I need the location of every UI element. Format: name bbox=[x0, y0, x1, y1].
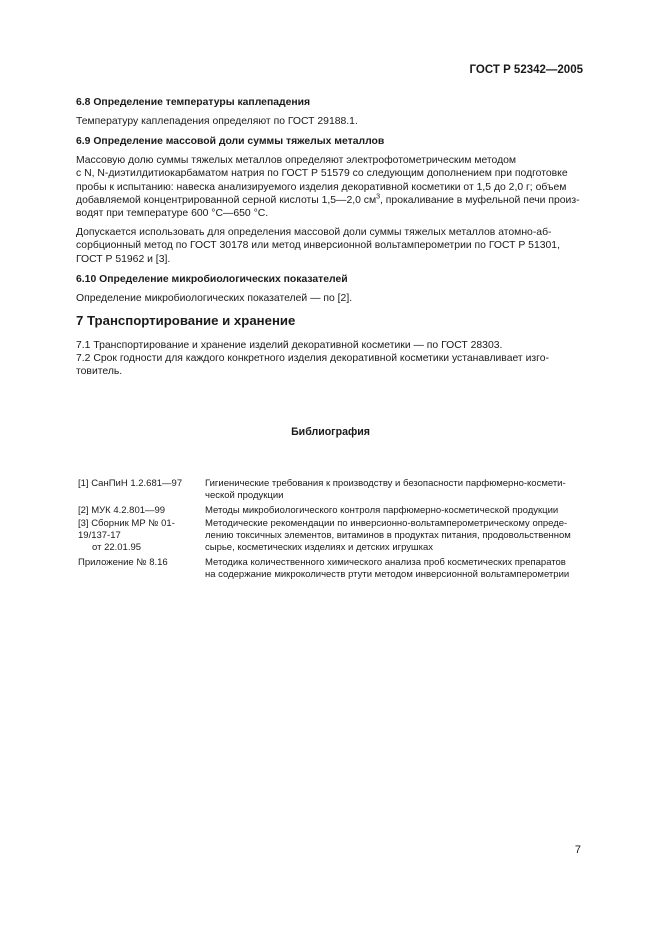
ref-line: Приложение № 8.16 bbox=[78, 556, 168, 568]
text-line: на содержание микроколичеств ртути методом инверсионной вольтамперометрии bbox=[205, 568, 570, 580]
section-6-8-text: Температуру каплепадения определяют по ГОСТ 29188.1. bbox=[76, 116, 358, 127]
ref-line: [2] МУК 4.2.801—99 bbox=[78, 504, 166, 516]
text-line: лению токсичных элементов, витаминов в продуктах питания, продовольственном bbox=[205, 530, 571, 542]
ref-line: [3] Сборник МР № 01-19/137-17 bbox=[78, 518, 175, 542]
main-content bbox=[76, 96, 583, 379]
section-6-9-p1-line4b: , прокаливание в муфельной печи произ- bbox=[380, 194, 580, 206]
bibliography-text bbox=[205, 478, 585, 502]
cubic-superscript: 3 bbox=[376, 193, 381, 201]
section-6-9-p1-line4 bbox=[76, 194, 583, 207]
section-6-10 bbox=[76, 273, 583, 305]
bibliography-text bbox=[205, 557, 585, 581]
bibliography-title: Библиография bbox=[291, 426, 370, 438]
section-7-p2-line2: товитель. bbox=[76, 366, 123, 378]
section-6-9-p2-line3: ГОСТ Р 51962 и [3]. bbox=[76, 253, 171, 265]
section-7 bbox=[76, 313, 583, 379]
ref-line: от 22.01.95 bbox=[92, 541, 142, 553]
bibliography-ref bbox=[78, 518, 205, 553]
section-7-p2-line1: 7.2 Срок годности для каждого конкретного изделия декоративной косметики устанавливает изго- bbox=[76, 353, 549, 365]
bibliography-text bbox=[205, 518, 585, 553]
section-6-9-p1-line3: пробы к испытанию: навеска анализируемого изделия декоративной косметики от 1,5 до 2,0 г; объем bbox=[76, 181, 567, 193]
bibliography-entry bbox=[78, 557, 585, 581]
section-7-heading: 7 Транспортирование и хранение bbox=[76, 313, 296, 329]
section-6-9 bbox=[76, 135, 583, 266]
page-number: 7 bbox=[574, 844, 581, 856]
text-line: Методы микробиологического контроля парфюмерно-косметической продукции bbox=[205, 504, 559, 516]
section-6-9-p1-line2: с N, N-диэтилдитиокарбаматом натрия по ГОСТ Р 51579 со следующим дополнением при подготовке bbox=[76, 168, 568, 180]
section-6-10-text: Определение микробиологических показателей — по [2]. bbox=[76, 292, 353, 304]
section-6-9-p1-line5: водят при температуре 600 °С—650 °С. bbox=[76, 208, 269, 220]
section-6-9-heading: 6.9 Определение массовой доли суммы тяжелых металлов bbox=[76, 136, 385, 148]
section-6-8 bbox=[76, 96, 583, 128]
bibliography-ref bbox=[78, 505, 205, 517]
text-line: ческой продукции bbox=[205, 489, 284, 501]
bibliography-entry bbox=[78, 478, 585, 502]
text-line: Гигиенические требования к производству и безопасности парфюмерно-космети- bbox=[205, 478, 566, 489]
bibliography-ref bbox=[78, 557, 205, 581]
bibliography-text bbox=[205, 505, 585, 517]
section-6-9-p2-line2: сорбционный метод по ГОСТ 30178 или метод инверсионной вольтамперометрии по ГОСТ Р 51301, bbox=[76, 240, 560, 252]
ref-line: [1] СанПиН 1.2.681—97 bbox=[78, 478, 183, 489]
section-6-10-heading: 6.10 Определение микробиологических показателей bbox=[76, 273, 348, 285]
section-6-9-p1-line1: Массовую долю суммы тяжелых металлов определяют электрофотометрическим методом bbox=[76, 155, 517, 167]
bibliography-entry bbox=[78, 518, 585, 553]
bibliography-entry bbox=[78, 505, 585, 517]
standard-code: ГОСТ Р 52342—2005 bbox=[469, 64, 583, 76]
section-6-9-p2-line1: Допускается использовать для определения массовой доли суммы тяжелых металлов атомно-аб- bbox=[76, 227, 552, 239]
text-line: Методические рекомендации по инверсионно-вольтамперометрическому опреде- bbox=[205, 518, 568, 530]
bibliography-list bbox=[78, 478, 585, 580]
text-line: Методика количественного химического анализа проб косметических препаратов bbox=[205, 556, 566, 568]
section-6-9-p1-line4a: добавляемой концентрированной серной кислоты 1,5—2,0 см bbox=[76, 194, 377, 206]
bibliography-ref bbox=[78, 478, 205, 502]
text-line: сырье, косметических изделиях и детских игрушках bbox=[205, 541, 434, 553]
section-6-8-heading: 6.8 Определение температуры каплепадения bbox=[76, 97, 311, 108]
section-7-p1: 7.1 Транспортирование и хранение изделий декоративной косметики — по ГОСТ 28303. bbox=[76, 340, 503, 352]
